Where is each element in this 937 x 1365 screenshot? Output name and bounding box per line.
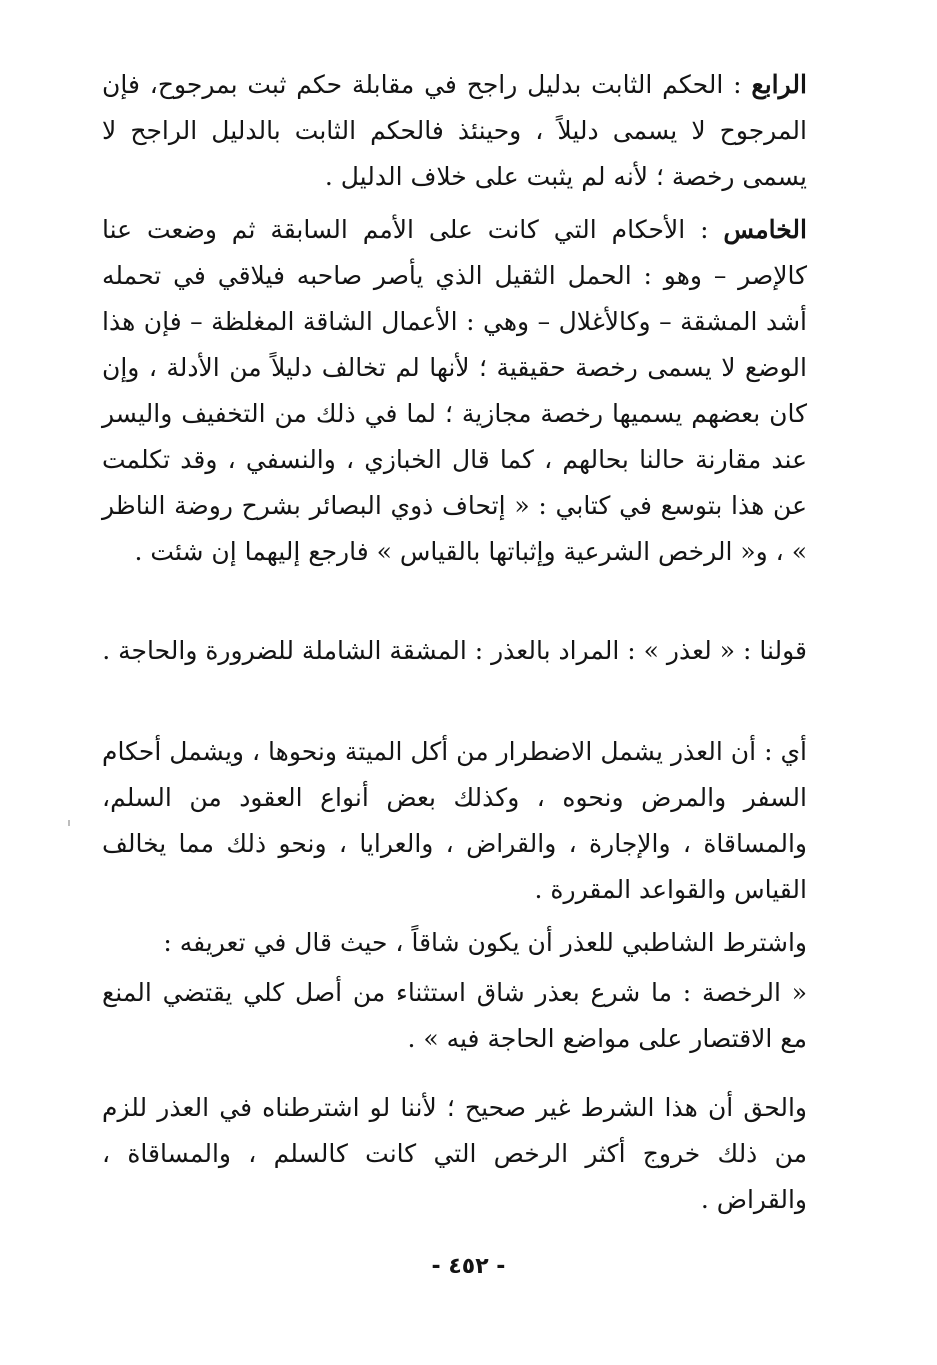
paragraph-quoted-definition	[102, 970, 807, 1062]
margin-mark	[68, 820, 70, 826]
paragraph-fourth	[102, 62, 807, 200]
paragraph-text: قولنا : « لعذر » : المراد بالعذر : المشقة الشاملة للضرورة والحاجة .	[102, 636, 807, 665]
paragraph-conclusion	[102, 1085, 807, 1223]
paragraph-excuse-scope	[102, 729, 807, 913]
paragraph-text: واشترط الشاطبي للعذر أن يكون شاقاً ، حيث قال في تعريفه :	[163, 928, 807, 957]
paragraph-shatibi-condition	[102, 920, 807, 966]
paragraph-text: أي : أن العذر يشمل الاضطرار من أكل الميتة ونحوها ، ويشمل أحكام السفر والمرض ونحوه ، وكذلك بعض أنواع العقود من السلم، والمساقاة ، والإجارة ، والقراض ، والعرايا ، ونحو ذلك مما يخالف القياس والقواعد المقررة .	[102, 737, 807, 904]
paragraph-lead: الرابع	[751, 70, 807, 99]
paragraph-fifth	[102, 207, 807, 575]
paragraph-text: « الرخصة : ما شرع بعذر شاق استثناء من أصل كلي يقتضي المنع مع الاقتصار على مواضع الحاجة فيه » .	[102, 978, 807, 1053]
paragraph-text: : الحكم الثابت بدليل راجح في مقابلة حكم ثبت بمرجوح، فإن المرجوح لا يسمى دليلاً ، وحينئذ فالحكم الثابت بالدليل الراجح لا يسمى رخصة ؛ لأنه لم يثبت على خلاف الدليل .	[102, 70, 807, 191]
paragraph-text: : الأحكام التي كانت على الأمم السابقة ثم وضعت عنا كالإصر – وهو : الحمل الثقيل الذي يأصر صاحبه فيلاقي في تحمله أشد المشقة – وكالأغلال – وهي : الأعمال الشاقة المغلظة – فإن هذا الوضع لا يسمى رخصة حقيقية ؛ لأنها لم تخالف دليلاً من الأدلة ، وإن كان بعضهم يسميها رخصة مجازية ؛ لما في ذلك من التخفيف واليسر عند مقارنة حالنا بحالهم ، كما قال الخبازي ، والنسفي ، وقد تكلمت عن هذا بتوسع في كتابي : « إتحاف ذوي البصائر بشرح روضة الناظر » ، و« الرخص الشرعية وإثباتها بالقياس » فارجع إليهما إن شئت .	[102, 215, 807, 566]
paragraph-excuse-definition	[102, 628, 807, 674]
page-number: - ٤٥٢ -	[431, 1254, 506, 1279]
paragraph-lead: الخامس	[723, 215, 807, 244]
paragraph-text: والحق أن هذا الشرط غير صحيح ؛ لأننا لو اشترطناه في العذر للزم من ذلك خروج أكثر الرخص التي كانت كالسلم ، والمساقاة ، والقراض .	[102, 1093, 807, 1214]
